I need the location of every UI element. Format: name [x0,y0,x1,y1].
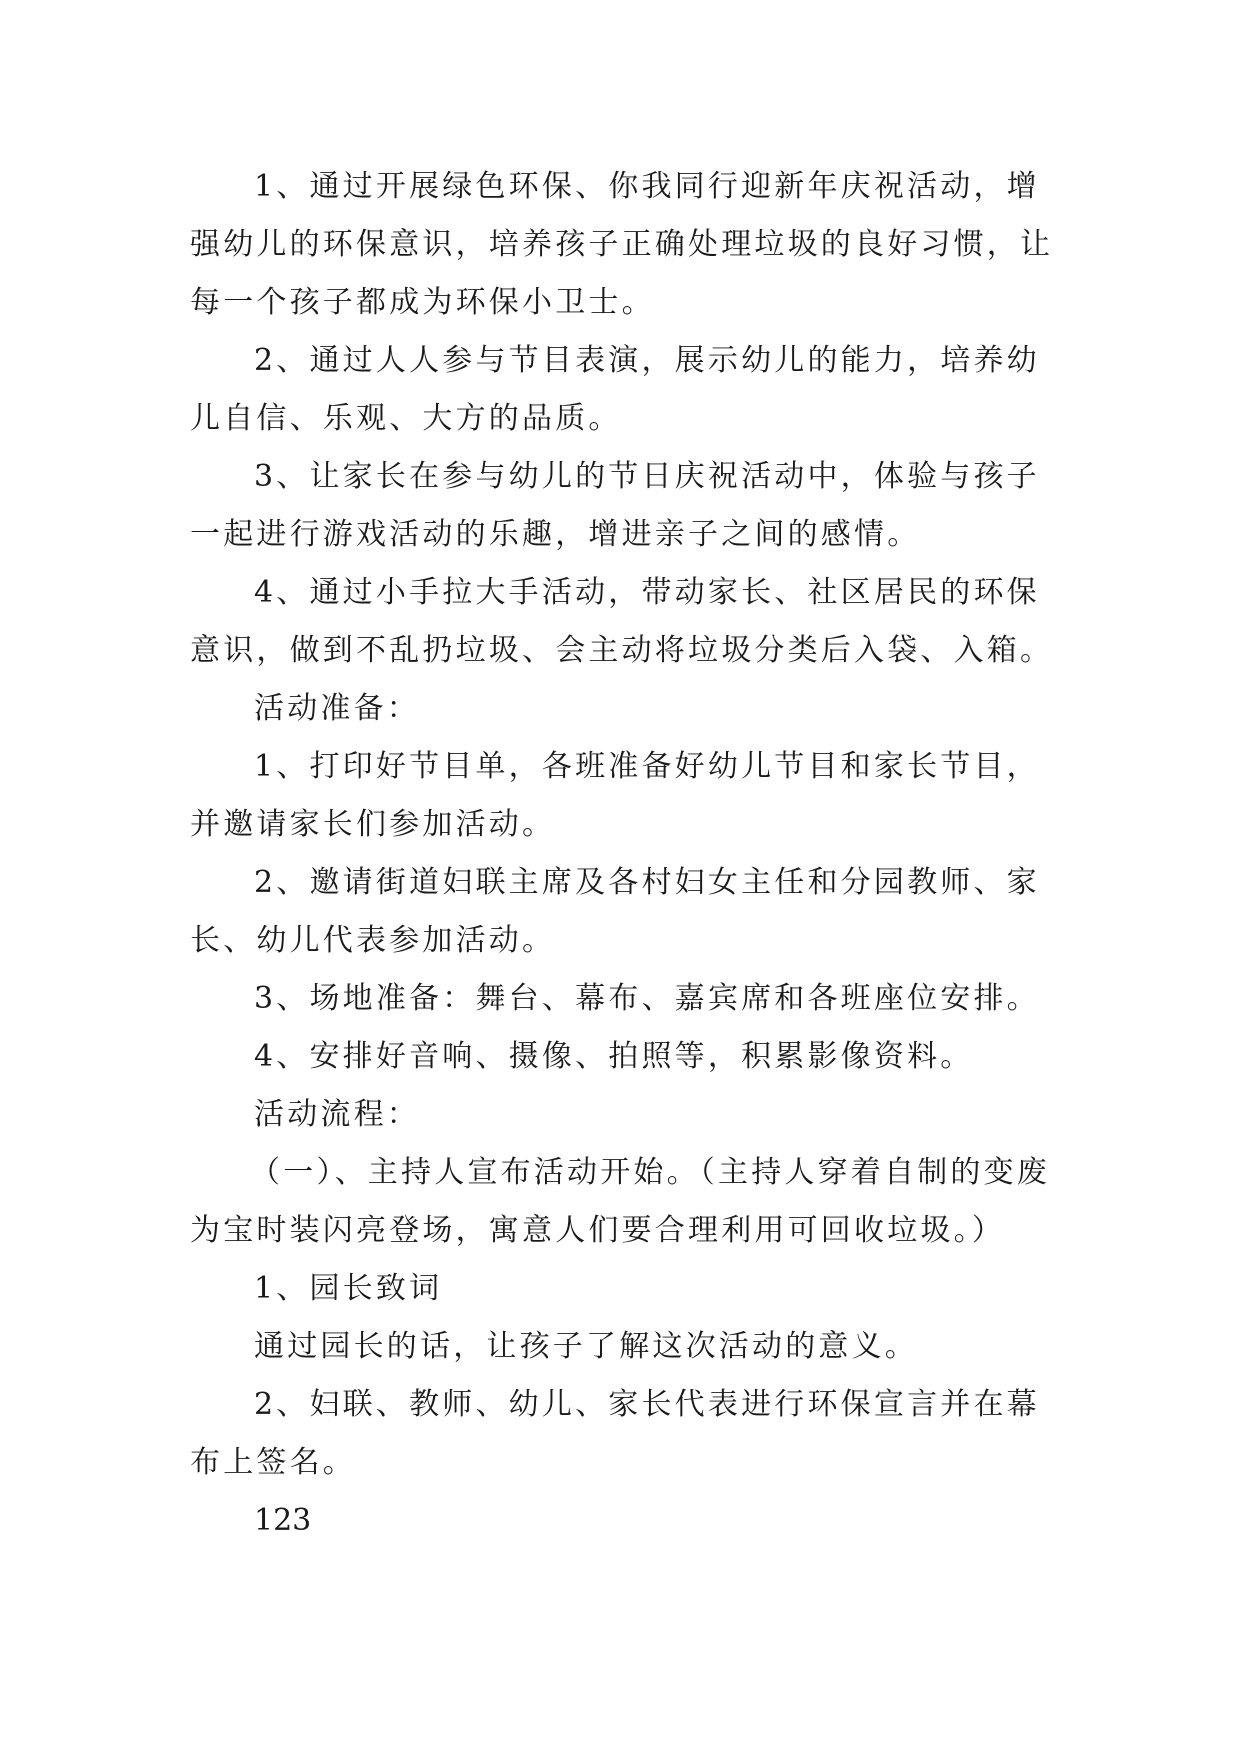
paragraph-goal-3: 3、让家长在参与幼儿的节日庆祝活动中，体验与孩子一起进行游戏活动的乐趣，增进亲子之间的感情。 [190,459,1040,552]
paragraph-step-1-detail: 通过园长的话，让孩子了解这次活动的意义。 [254,1329,918,1364]
paragraph-prep-4: 4、安排好音响、摄像、拍照等，积累影像资料。 [254,1039,974,1074]
paragraph-goal-4: 4、通过小手拉大手活动，带动家长、社区居民的环保意识，做到不乱扔垃圾、会主动将垃圾分类后入袋、入箱。 [190,575,1054,668]
paragraph-prep-1: 1、打印好节目单，各班准备好幼儿节目和家长节目，并邀请家长们参加活动。 [190,749,1040,842]
paragraph-goal-1: 1、通过开展绿色环保、你我同行迎新年庆祝活动，增强幼儿的环保意识，培养孩子正确处理垃圾的良好习惯，让每一个孩子都成为环保小卫士。 [190,169,1054,320]
heading-preparation: 活动准备： [254,691,420,726]
page-number: 123 [254,1503,312,1538]
heading-process: 活动流程： [254,1097,420,1132]
paragraph-step-1: 1、园长致词 [254,1271,443,1306]
document-page [190,158,1055,1550]
paragraph-prep-2: 2、邀请街道妇联主席及各村妇女主任和分园教师、家长、幼儿代表参加活动。 [190,865,1040,958]
paragraph-process-1: （一）、主持人宣布活动开始。（主持人穿着自制的变废为宝时装闪亮登场，寓意人们要合理利用可回收垃圾。） [190,1155,1050,1248]
paragraph-step-2: 2、妇联、教师、幼儿、家长代表进行环保宣言并在幕布上签名。 [190,1387,1040,1480]
paragraph-prep-3: 3、场地准备：舞台、幕布、嘉宾席和各班座位安排。 [254,981,1040,1016]
paragraph-goal-2: 2、通过人人参与节目表演，展示幼儿的能力，培养幼儿自信、乐观、大方的品质。 [190,343,1040,436]
